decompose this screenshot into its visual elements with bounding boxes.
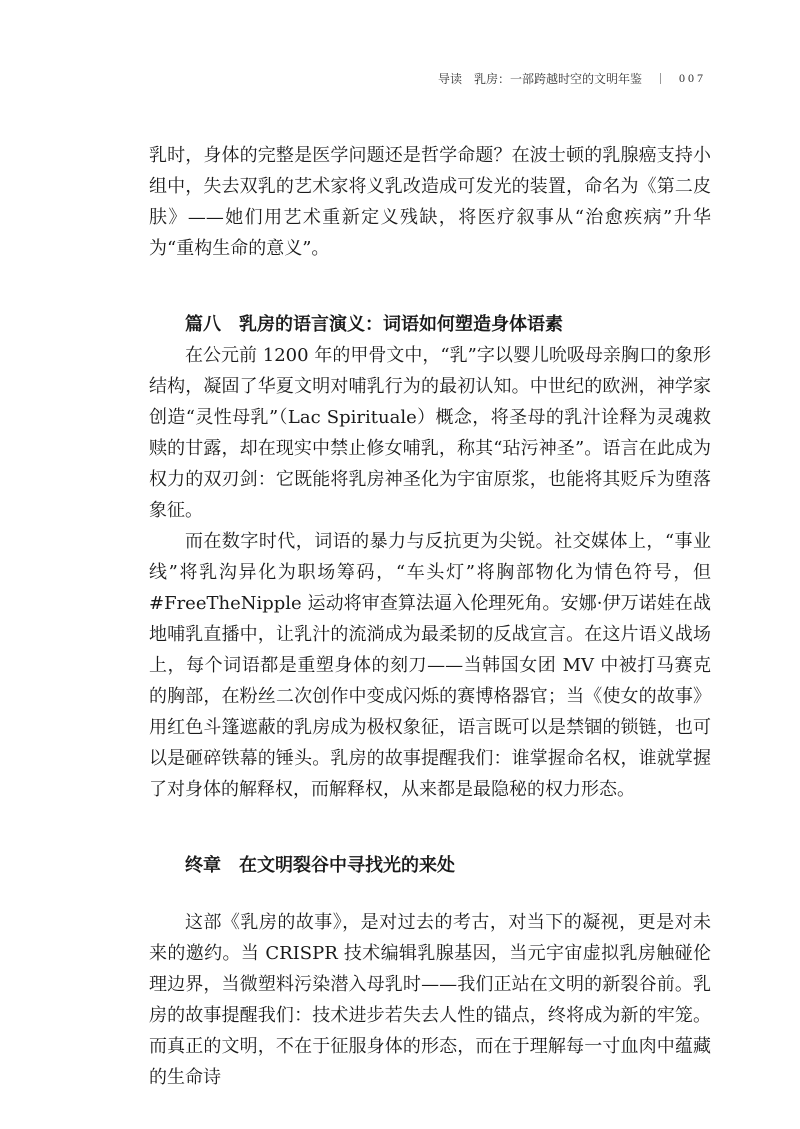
running-header	[438, 70, 706, 87]
section-label: 终章	[185, 855, 221, 876]
section-spacer	[149, 805, 711, 850]
paragraph: 在公元前 1200 年的甲骨文中，“乳”字以婴儿吮吸母亲胸口的象形结构，凝固了华夏文明对哺乳行为的最初认知。中世纪的欧洲，神学家创造“灵性母乳”（Lac Spirituale）概念，将圣母的乳汁诠释为灵魂救赎的甘露，却在现实中禁止修女哺乳，称其“玷污神圣”。语言在此成为权力的双刃剑：它既能将乳房神圣化为宇宙原浆，也能将其贬斥为堕落象征。	[149, 345, 711, 521]
page-number: 007	[679, 71, 706, 85]
paragraph: 而在数字时代，词语的暴力与反抗更为尖锐。社交媒体上，“事业线”将乳沟异化为职场筹码，“车头灯”将胸部物化为情色符号，但 #FreeTheNipple 运动将审查算法逼入伦理死角。安娜·伊万诺娃在战地哺乳直播中，让乳汁的流淌成为最柔韧的反战宣言。在这片语义战场上，每个词语都是重塑身体的刻刀——当韩国女团 MV 中被打马赛克的胸部，在粉丝二次创作中变成闪烁的赛博格器官；当《使女的故事》用红色斗篷遮蔽的乳房成为极权象征，语言既可以是禁锢的锁链，也可以是砸碎铁幕的锤头。乳房的故事提醒我们：谁掌握命名权，谁就掌握了对身体的解释权，而解释权，从来都是最隐秘的权力形态。	[149, 531, 711, 800]
page-body	[149, 140, 711, 1093]
section-spacer	[149, 264, 711, 309]
paragraph: 这部《乳房的故事》，是对过去的考古，对当下的凝视，更是对未来的邀约。当 CRISPR 技术编辑乳腺基因，当元宇宙虚拟乳房触碰伦理边界，当微塑料污染潜入母乳时——我们正站在文明的新裂谷前。乳房的故事提醒我们：技术进步若失去人性的锚点，终将成为新的牢笼。而真正的文明，不在于征服身体的形态，而在于理解每一寸血肉中蕴藏的生命诗	[149, 912, 711, 1088]
running-title: 导读 乳房：一部跨越时空的文明年鉴	[437, 72, 642, 86]
paragraph-intro: 乳时，身体的完整是医学问题还是哲学命题？在波士顿的乳腺癌支持小组中，失去双乳的艺术家将义乳改造成可发光的装置，命名为《第二皮肤》——她们用艺术重新定义残缺，将医疗叙事从“治愈疾病”升华为“重构生命的意义”。	[149, 145, 711, 259]
section-title: 在文明裂谷中寻找光的来处	[239, 855, 455, 876]
section-heading-8	[149, 309, 711, 340]
section-title: 乳房的语言演义：词语如何塑造身体语素	[239, 314, 563, 335]
section-label: 篇八	[185, 314, 221, 335]
section-spacer	[149, 881, 711, 907]
section-heading-finale	[149, 850, 711, 881]
header-divider	[660, 73, 661, 84]
